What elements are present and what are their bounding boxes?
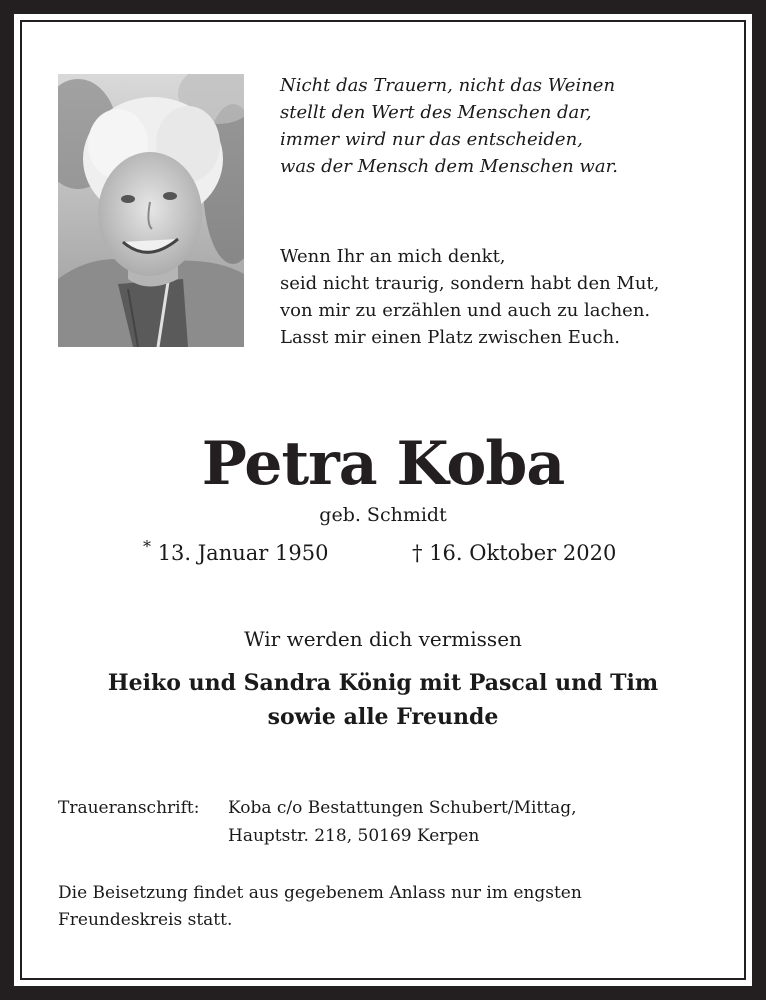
verse-poem: [280, 243, 720, 351]
verse-line: Wenn Ihr an mich denkt,: [280, 246, 506, 267]
death-cross-icon: †: [412, 541, 423, 565]
quote-line: immer wird nur das entscheiden,: [280, 129, 583, 150]
verse-line: seid nicht traurig, sondern habt den Mut,: [280, 273, 660, 294]
birth-date: 13. Januar 1950: [157, 541, 329, 565]
quote-line: Nicht das Trauern, nicht das Weinen: [280, 75, 616, 96]
maiden-name: geb. Schmidt: [319, 504, 447, 526]
deceased-name: Petra Koba: [201, 429, 565, 499]
mourners-intro: Wir werden dich vermissen: [244, 627, 522, 651]
address-line-2: Hauptstr. 218, 50169 Kerpen: [228, 826, 480, 846]
address-label: Traueranschrift:: [58, 798, 200, 818]
quote-line: stellt den Wert des Menschen dar,: [280, 102, 592, 123]
mourners-list: [0, 666, 766, 734]
portrait-photo: [58, 74, 244, 347]
verse-line: Lasst mir einen Platz zwischen Euch.: [280, 327, 620, 348]
birth-date-line: [143, 537, 328, 569]
note-line: Die Beisetzung findet aus gegebenem Anlass nur im engsten: [58, 883, 582, 903]
death-date: 16. Oktober 2020: [429, 541, 617, 565]
quote-poem: [280, 72, 720, 180]
verse-line: von mir zu erzählen und auch zu lachen.: [280, 300, 651, 321]
death-date-line: [412, 537, 616, 569]
note-line: Freundeskreis statt.: [58, 910, 233, 930]
birth-star-icon: *: [143, 537, 151, 556]
portrait-illustration: [58, 74, 244, 347]
mourners-line: Heiko und Sandra König mit Pascal und Tim: [107, 670, 659, 696]
mourners-line: sowie alle Freunde: [267, 704, 499, 730]
funeral-note: [58, 880, 718, 934]
address-line-1: Koba c/o Bestattungen Schubert/Mittag,: [228, 798, 577, 818]
quote-line: was der Mensch dem Menschen war.: [280, 156, 618, 177]
